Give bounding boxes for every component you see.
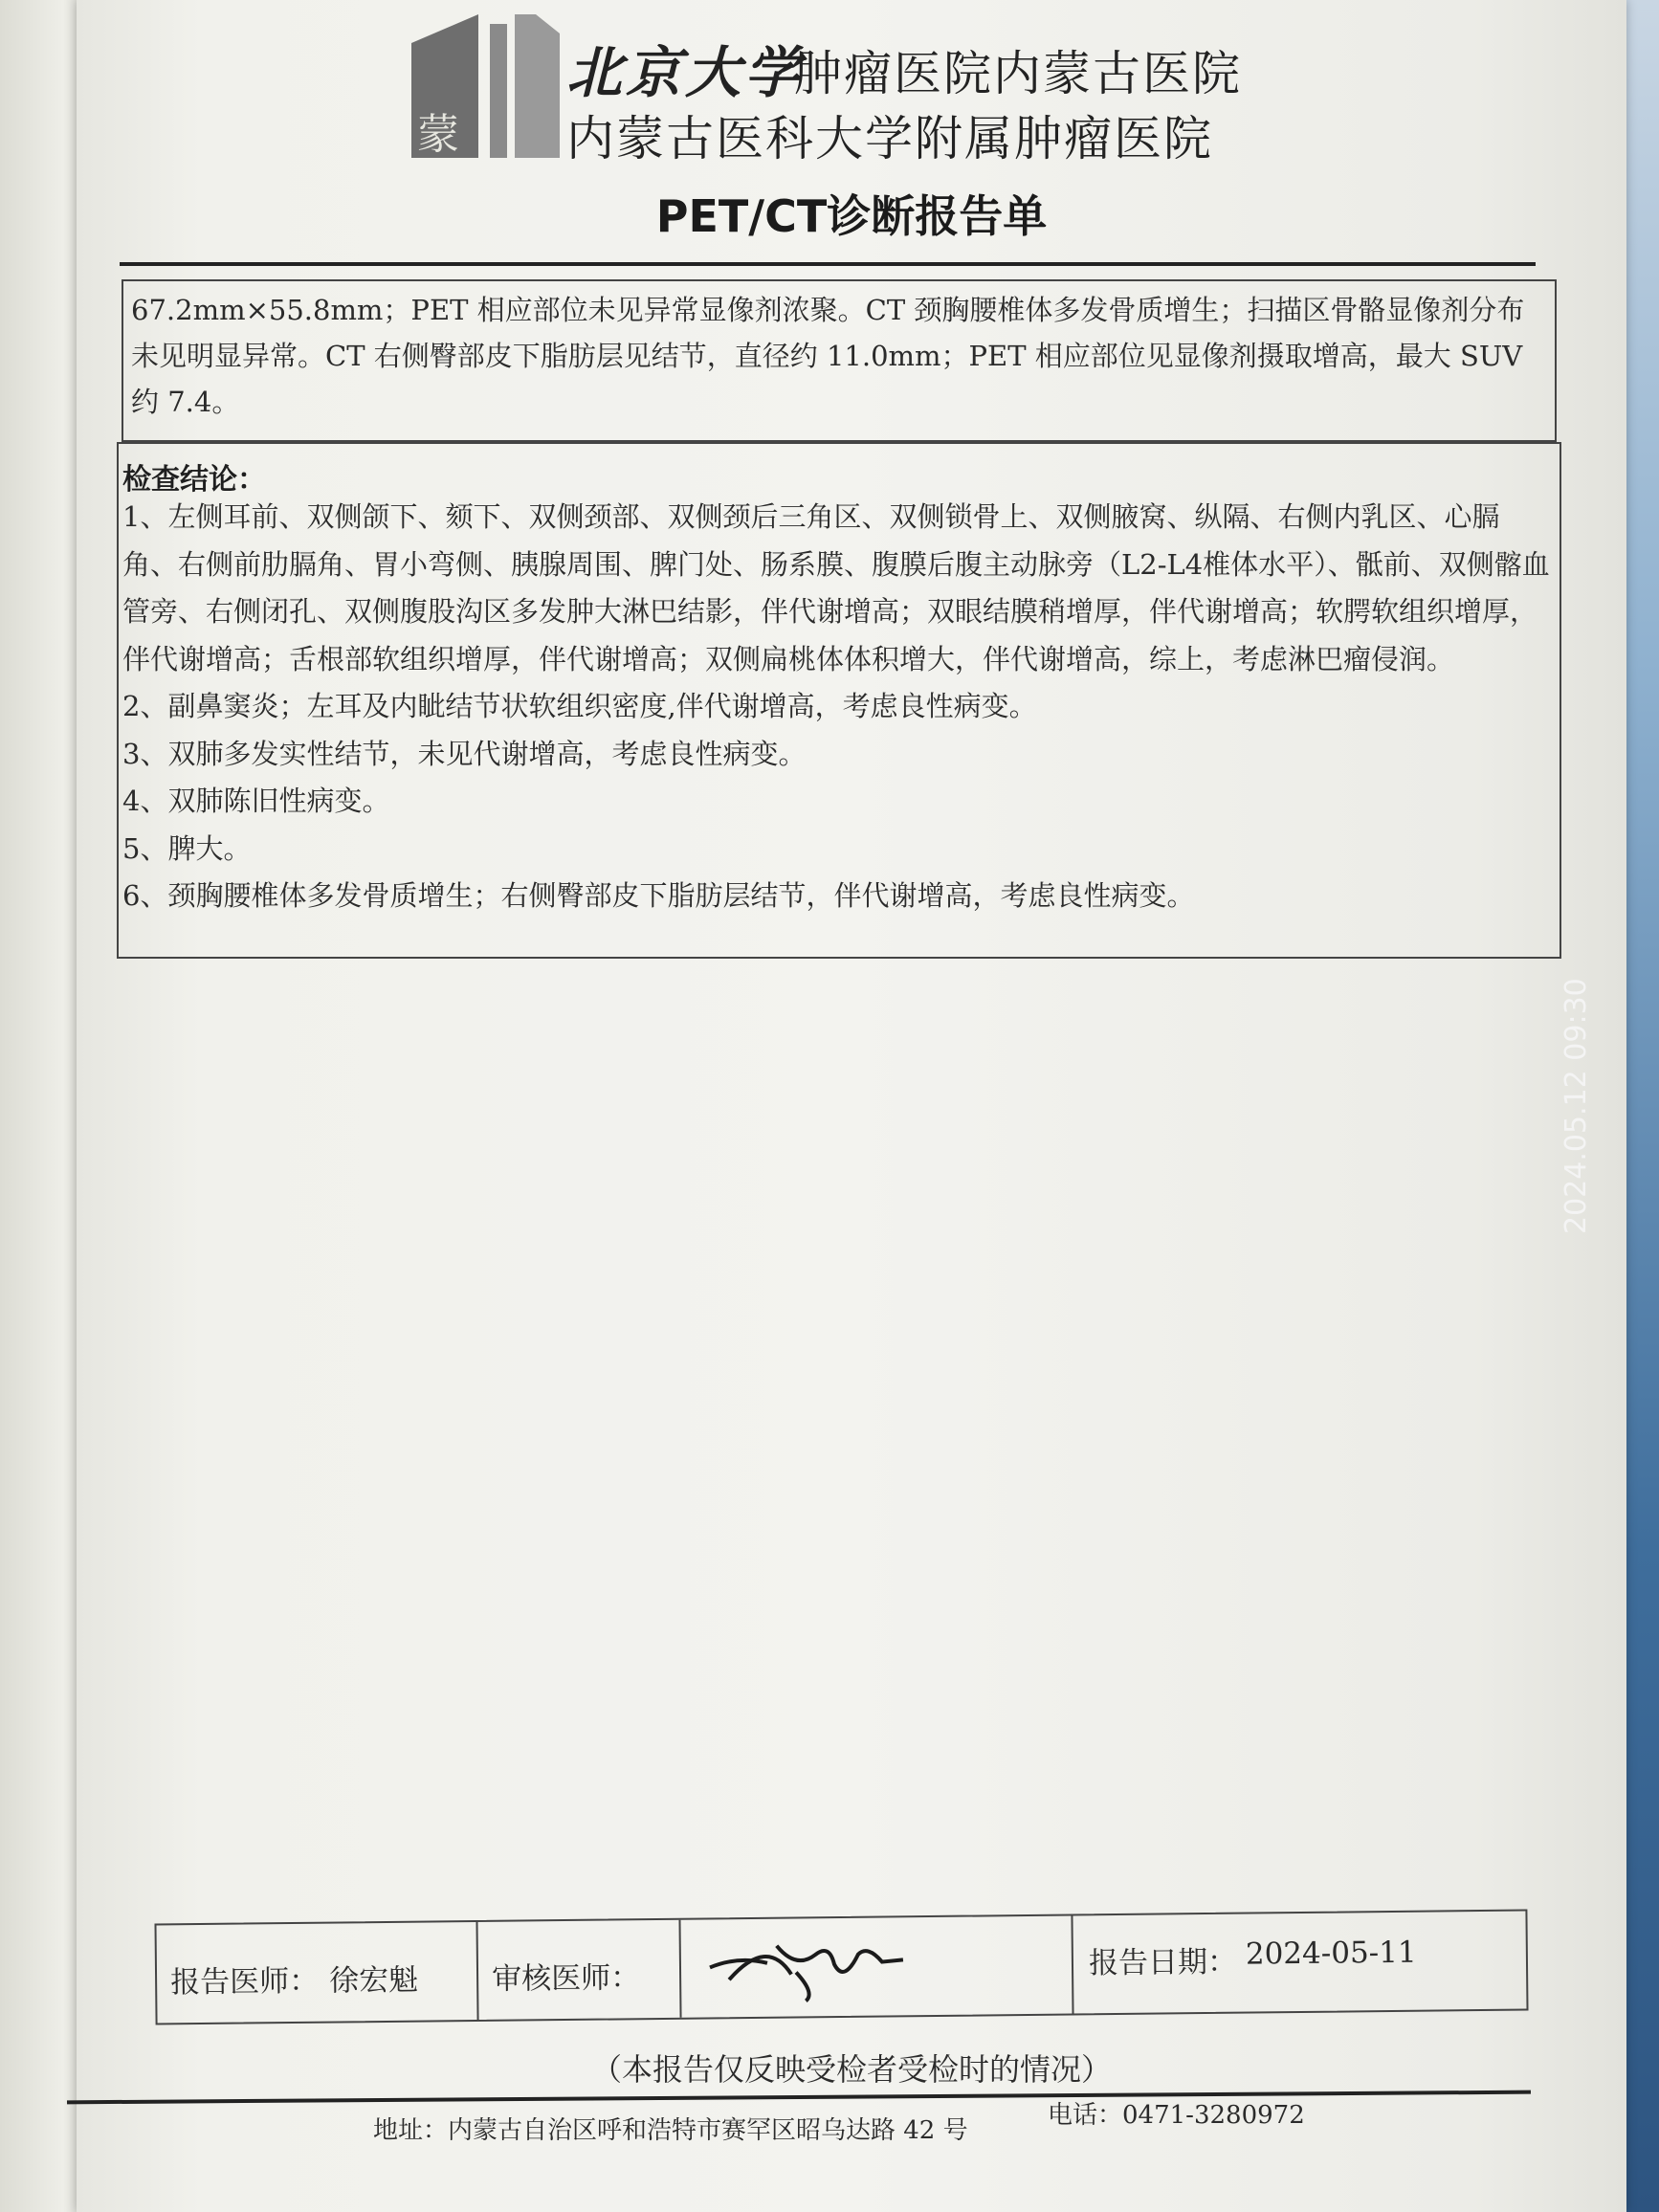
signature-table bbox=[154, 1909, 1528, 2024]
photo-timestamp-text: 2024.05.12 09:30 bbox=[1559, 978, 1593, 1234]
footer-address: 地址：内蒙古自治区呼和浩特市赛罕区昭乌达路 42 号 bbox=[373, 2116, 968, 2145]
conclusion-heading: 检查结论： bbox=[122, 463, 266, 497]
svg-text:蒙: 蒙 bbox=[417, 110, 459, 159]
conclusion-item: 3、双肺多发实性结节，未见代谢增高，考虑良性病变。 bbox=[122, 737, 807, 770]
conclusion-item: 1、左侧耳前、双侧颌下、颏下、双侧颈部、双侧颈后三角区、双侧锁骨上、双侧腋窝、纵隔、右侧内乳区、心膈角、右侧前肋膈角、胃小弯侧、胰腺周围、脾门处、肠系膜、腹膜后腹主动脉旁（L2-L4椎体水平）、骶前、双侧髂血管旁、右侧闭孔、双侧腹股沟区多发肿大淋巴结影，伴代谢增高；双眼结膜稍增厚，伴代谢增高；软腭软组织增厚，伴代谢增高；舌根部软组织增厚，伴代谢增高；双侧扁桃体体积增大，伴代谢增高，综上，考虑淋巴瘤侵润。 bbox=[122, 500, 1550, 675]
university-script-title: 北京大学 bbox=[566, 40, 805, 105]
hospital-header bbox=[411, 14, 1311, 167]
footer-divider bbox=[67, 2090, 1531, 2105]
report-doctor-name: 徐宏魁 bbox=[328, 1962, 419, 1999]
review-doctor-cell bbox=[477, 1920, 681, 2020]
signature-cell bbox=[680, 1915, 1073, 2017]
hospital-name-line2: 内蒙古医科大学附属肿瘤医院 bbox=[566, 111, 1213, 166]
conclusion-item: 6、颈胸腰椎体多发骨质增生；右侧臀部皮下脂肪层结节，伴代谢增高，考虑良性病变。 bbox=[122, 879, 1195, 912]
report-date-cell bbox=[1073, 1911, 1528, 2013]
report-date-label: 报告日期： bbox=[1088, 1944, 1238, 1981]
photo-timestamp bbox=[1559, 978, 1598, 1234]
report-title: PET/CT诊断报告单 bbox=[655, 190, 1048, 242]
hospital-name-line1: 肿瘤医院内蒙古医院 bbox=[794, 46, 1242, 101]
report-doctor-cell bbox=[157, 1922, 479, 2024]
handwritten-signature-icon bbox=[700, 1925, 912, 2003]
conclusion-item: 4、双肺陈旧性病变。 bbox=[122, 785, 390, 817]
hospital-logo-icon bbox=[411, 14, 560, 163]
findings-continuation-text: 67.2mm×55.8mm；PET 相应部位未见异常显像剂浓聚。CT 颈胸腰椎体多发骨质增生；扫描区骨骼显像剂分布未见明显异常。CT 右侧臀部皮下脂肪层见结节，直径约 11.0mm；PET 相应部位见显像剂摄取增高，最大 SUV 约 7.4。 bbox=[131, 294, 1525, 418]
title-divider bbox=[120, 262, 1536, 266]
report-page bbox=[77, 0, 1626, 2212]
disclaimer: （本报告仅反映受检者受检时的情况） bbox=[590, 2051, 1112, 2088]
report-date: 2024-05-11 bbox=[1245, 1935, 1417, 1972]
conclusion-list bbox=[122, 494, 1553, 920]
review-doctor-label: 审核医师： bbox=[491, 1960, 641, 1997]
conclusion-item: 2、副鼻窦炎；左耳及内眦结节状软组织密度,伴代谢增高，考虑良性病变。 bbox=[122, 690, 1037, 722]
report-doctor-label: 报告医师： bbox=[169, 1963, 320, 2001]
footer-phone: 电话：0471-3280972 bbox=[1048, 2101, 1305, 2130]
findings-box bbox=[122, 279, 1557, 442]
conclusion-box bbox=[117, 442, 1561, 959]
conclusion-item: 5、脾大。 bbox=[122, 831, 252, 865]
